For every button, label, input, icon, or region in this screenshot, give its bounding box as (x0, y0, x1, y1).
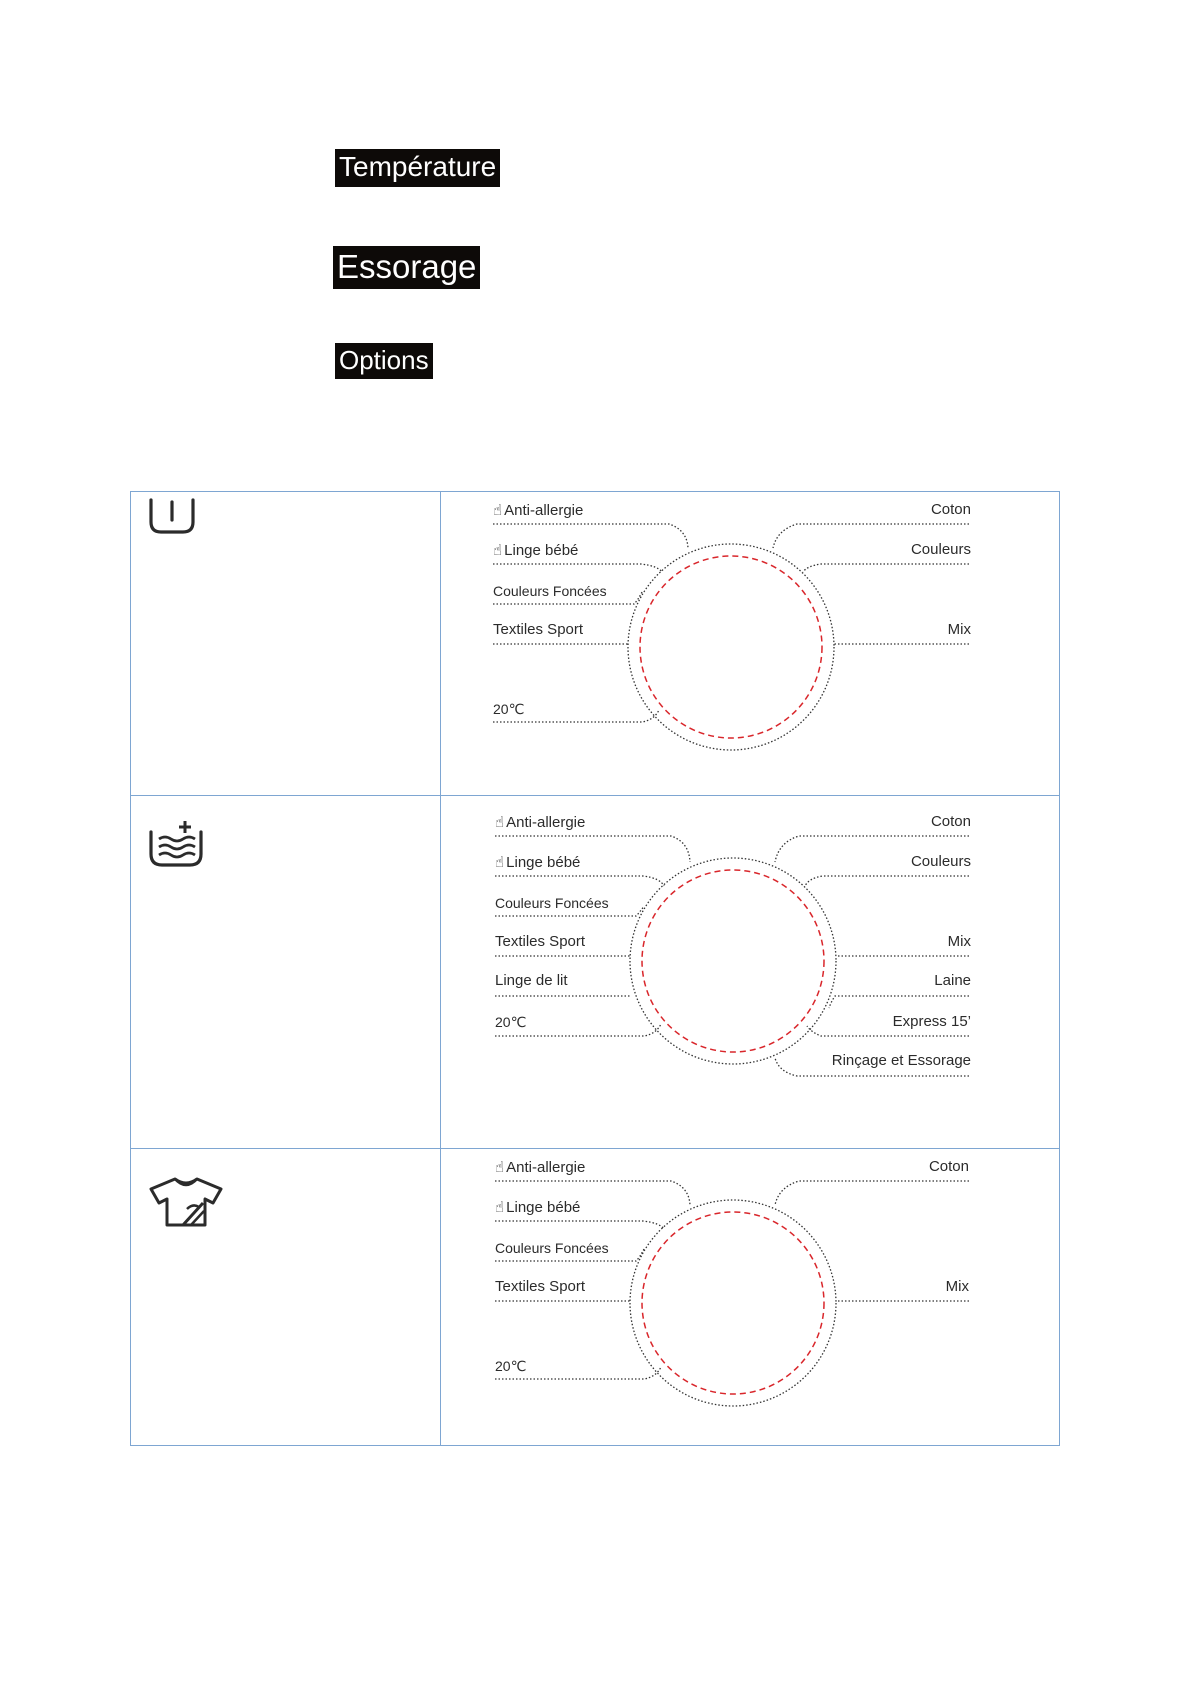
dial-label-couleurs-foncees: Couleurs Foncées (495, 1240, 609, 1256)
dial-label-anti-allergie: ☝ Anti-allergie (495, 1158, 586, 1176)
dial-label-20c: 20℃ (495, 1014, 527, 1030)
dial-label-coton: Coton (928, 1158, 969, 1175)
hand-wash-icon: ☝ (495, 813, 505, 831)
dial-label-textiles-sport: Textiles Sport (495, 1278, 586, 1295)
table-row (131, 492, 1059, 795)
program-dial (131, 492, 1058, 795)
dial-label-20c: 20℃ (493, 701, 525, 717)
hand-wash-icon: ☝ (495, 1158, 505, 1176)
programme-table (130, 491, 1060, 1446)
dial-label-textiles-sport: Textiles Sport (493, 621, 584, 638)
dial-label-linge-bebe: ☝ Linge bébé (493, 541, 579, 559)
dial-label-textiles-sport: Textiles Sport (495, 933, 586, 950)
hand-wash-icon: ☝ (495, 853, 505, 871)
dial-label-couleurs-foncees: Couleurs Foncées (495, 895, 609, 911)
options-heading: Options (335, 343, 433, 379)
dial-label-anti-allergie: ☝ Anti-allergie (495, 813, 586, 831)
dial-label-mix: Mix (947, 621, 971, 638)
program-dial (131, 796, 1058, 1149)
dial-label-linge-bebe: ☝ Linge bébé (495, 1198, 581, 1216)
dial-label-mix: Mix (947, 933, 971, 950)
dial-label-linge-de-lit: Linge de lit (495, 972, 568, 989)
dial-label-couleurs-foncees: Couleurs Foncées (493, 583, 607, 599)
dial-label-couleurs: Couleurs (910, 541, 971, 558)
dial-label-coton: Coton (930, 501, 971, 518)
dial-label-laine: Laine (934, 972, 971, 989)
hand-wash-icon: ☝ (493, 501, 503, 519)
dial-label-linge-bebe: ☝ Linge bébé (495, 853, 581, 871)
dial-label-express-15: Express 15’ (892, 1013, 971, 1030)
program-dial (131, 1149, 1058, 1446)
dial-label-rincage-essorage: Rinçage et Essorage (831, 1052, 971, 1069)
dial-label-couleurs: Couleurs (910, 853, 971, 870)
essorage-heading: Essorage (333, 246, 480, 289)
dial-label-mix: Mix (945, 1278, 969, 1295)
hand-wash-icon: ☝ (495, 1198, 505, 1216)
dial-label-coton: Coton (930, 813, 971, 830)
dial-label-20c: 20℃ (495, 1358, 527, 1374)
dial-label-anti-allergie: ☝ Anti-allergie (493, 501, 584, 519)
temperature-heading: Température (335, 149, 500, 187)
hand-wash-icon: ☝ (493, 541, 503, 559)
table-row (131, 795, 1059, 1148)
table-row (131, 1148, 1059, 1445)
